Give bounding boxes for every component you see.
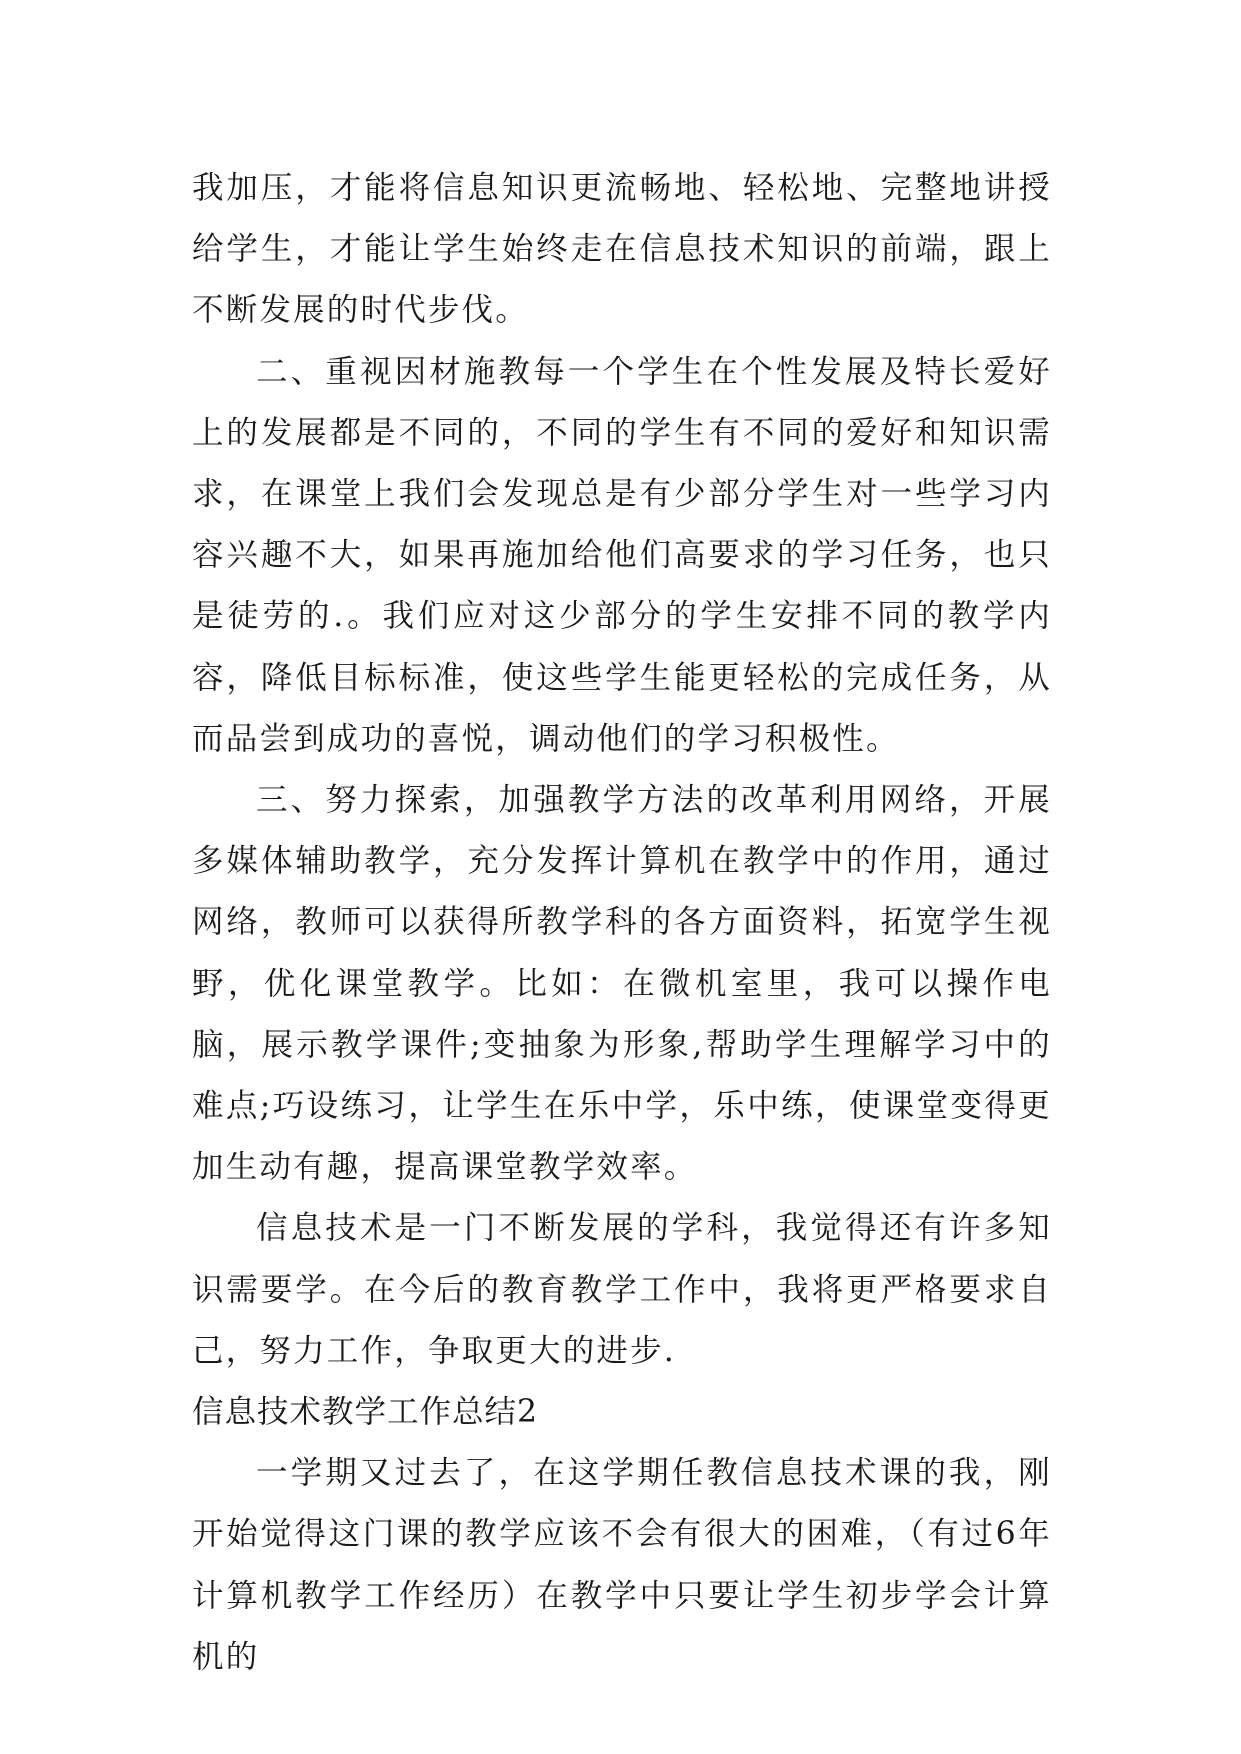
paragraph-teaching-methods: 三、努力探索，加强教学方法的改革利用网络，开展多媒体辅助教学，充分发挥计算机在教学中的作用，通过网络，教师可以获得所教学科的各方面资料，拓宽学生视野，优化课堂教学。比如：在微机室里，我可以操作电脑，展示教学课件;变抽象为形象,帮助学生理解学习中的难点;巧设练习，让学生在乐中学，乐中练，使课堂变得更加生动有趣，提高课堂教学效率。 [192,782,1052,1186]
paragraph-conclusion: 信息技术是一门不断发展的学科，我觉得还有许多知识需要学。在今后的教育教学工作中，我将更严格要求自己，努力工作，争取更大的进步. [192,1210,1052,1369]
paragraph-continued: 我加压，才能将信息知识更流畅地、轻松地、完整地讲授给学生，才能让学生始终走在信息技术知识的前端，跟上不断发展的时代步伐。 [192,170,1052,329]
paragraph-teach-by-aptitude: 二、重视因材施教每一个学生在个性发展及特长爱好上的发展都是不同的，不同的学生有不同的爱好和知识需求，在课堂上我们会发现总是有少部分学生对一些学习内容兴趣不大，如果再施加给他们高要求的学习任务，也只是徒劳的.。我们应对这少部分的学生安排不同的教学内容，降低目标标准，使这些学生能更轻松的完成任务，从而品尝到成功的喜悦，调动他们的学习积极性。 [192,353,1052,757]
section-heading: 信息技术教学工作总结2 [192,1394,539,1431]
paragraph-summary-2-intro: 一学期又过去了，在这学期任教信息技术课的我，刚开始觉得这门课的教学应该不会有很大的困难，（有过6年计算机教学工作经历）在教学中只要让学生初步学会计算机的 [192,1455,1052,1675]
document-body [192,158,1052,1688]
